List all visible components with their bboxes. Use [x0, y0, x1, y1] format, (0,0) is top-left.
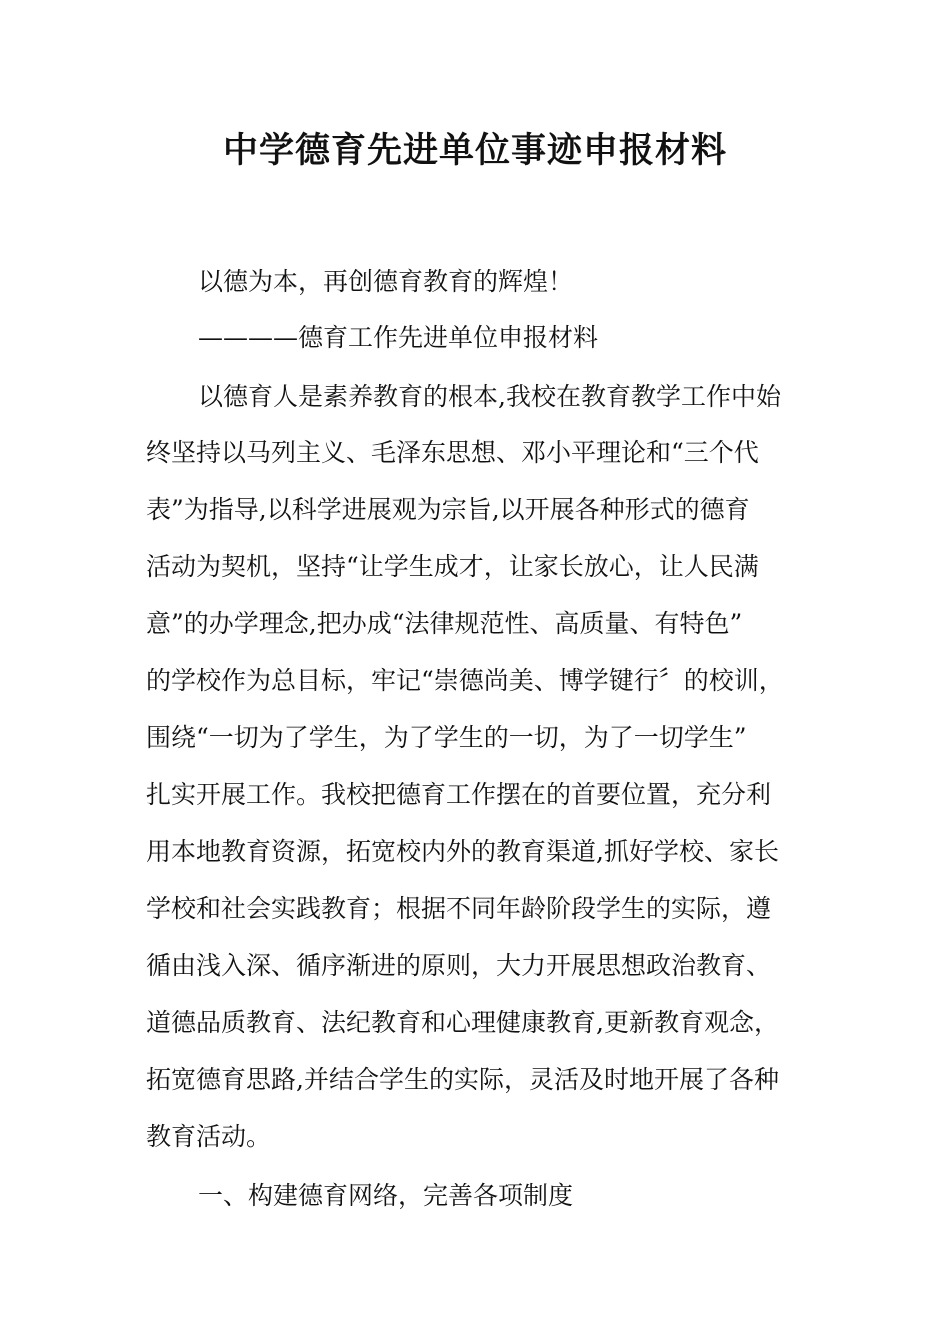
body-line: 用本地教育资源，拓宽校内外的教育渠道,抓好学校、家长: [146, 837, 779, 866]
subtitle-line: ————德育工作先进单位申报材料: [198, 323, 599, 352]
document-title: 中学德育先进单位事迹申报材料: [222, 130, 727, 171]
body-line: 以德育人是素养教育的根本,我校在教育教学工作中始: [198, 382, 781, 411]
body-line: 活动为契机，坚持“让学生成才，让家长放心，让人民满: [146, 552, 759, 581]
body-line: 学校和社会实践教育；根据不同年龄阶段学生的实际，遵: [146, 894, 772, 923]
body-line: 的学校作为总目标，牢记“崇德尚美、博学键行〞的校训，: [146, 666, 784, 695]
body-line: 道德品质教育、法纪教育和心理健康教育,更新教育观念，: [146, 1008, 779, 1037]
body-line: 围绕“一切为了学生，为了学生的一切，为了一切学生”: [146, 723, 747, 752]
slogan-line: 以德为本，再创德育教育的辉煌！: [198, 267, 574, 296]
body-line: 终坚持以马列主义、毛泽东思想、邓小平理论和“三个代: [146, 438, 759, 467]
body-line: 拓宽德育思路,并结合学生的实际，灵活及时地开展了各种: [146, 1065, 779, 1094]
body-line: 扎实开展工作。我校把德育工作摆在的首要位置，充分利: [146, 780, 772, 809]
body-line: 循由浅入深、循序渐进的原则，大力开展思想政治教育、: [146, 951, 772, 980]
body-line: 意”的办学理念,把办成“法律规范性、高质量、有特色”: [146, 609, 743, 638]
body-line: 表”为指导,以科学进展观为宗旨,以开展各种形式的德育: [146, 495, 750, 524]
body-line: 教育活动。: [146, 1122, 272, 1151]
section-heading: 一、构建德育网络，完善各项制度: [198, 1181, 574, 1210]
